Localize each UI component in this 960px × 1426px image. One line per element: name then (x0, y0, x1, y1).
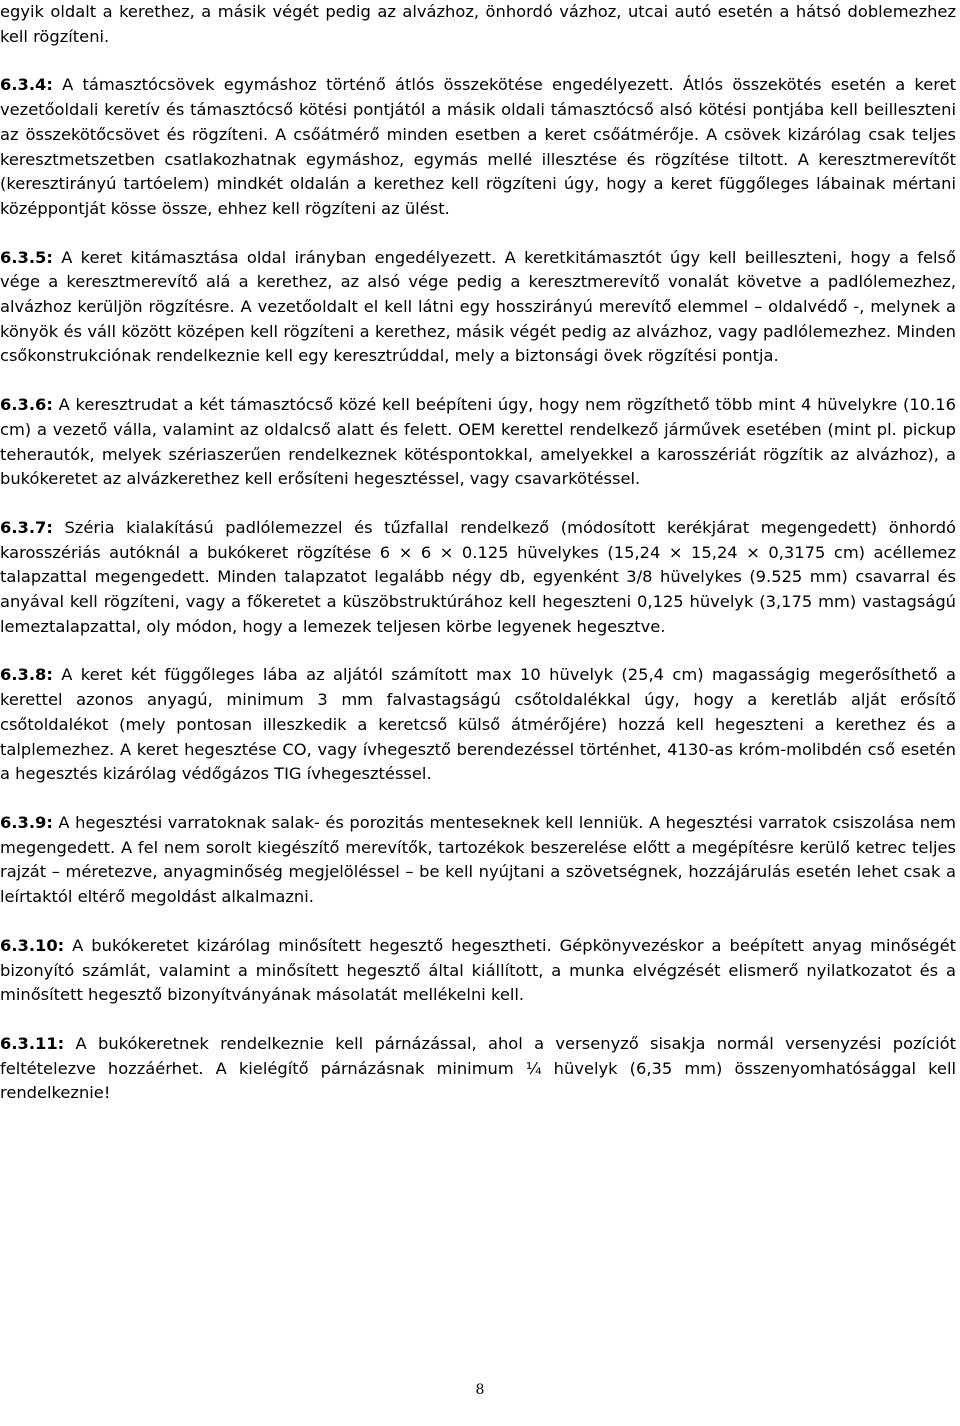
section-text: Széria kialakítású padlólemezzel és tűzfallal rendelkező (módosított kerékjárat megengedett) önhordó karosszériás autóknál a bukókeret rögzítése 6 × 6 × 0.125 hüvelykes (15,24 × 15,24 × 0,3175 cm) acéllemez talapzattal megengedett. Minden talapzatot legalább négy db, egyenként 3/8 hüvelykes (9.525 mm) csavarral és anyával kell rögzíteni, vagy a főkeretet a küszöbstruktúrához kell hegeszteni 0,125 hüvelyk (3,175 mm) vastagságú lemeztalapzattal, oly módon, hogy a lemezek teljesen körbe legyenek hegesztve. (0, 517, 956, 636)
section-gap (0, 492, 956, 516)
section-6-3-8 (0, 663, 956, 787)
section-gap (0, 639, 956, 663)
section-6-3-11 (0, 1032, 956, 1106)
section-text: A keresztrudat a két támasztócső közé kell beépíteni úgy, hogy nem rögzíthető több mint 4 hüvelykre (10.16 cm) a vezető válla, valamint az oldalcső alatt és felett. OEM kerettel rendelkező járművek esetében (mint pl. pickup teherautók, melyek szériaszerűen rendelkeznek kötéspontokkal, amelyekkel a karosszériát rögzítik az alvázhoz), a bukókeretet az alvázkerethez kell erősíteni hegesztéssel, vagy csavarkötéssel. (0, 395, 956, 489)
section-number: 6.3.7: (0, 517, 53, 537)
section-number: 6.3.8: (0, 665, 53, 685)
section-gap (0, 49, 956, 73)
section-number: 6.3.9: (0, 812, 53, 832)
section-6-3-10 (0, 934, 956, 1008)
section-gap (0, 222, 956, 246)
section-number: 6.3.6: (0, 395, 53, 415)
section-text: A bukókeretet kizárólag minősített hegesztő hegesztheti. Gépkönyvezéskor a beépített anyag minőségét bizonyító számlát, valamint a minősített hegesztő által kiállított, a munka elvégzését elismerő nyilatkozatot és a minősített hegesztő bizonyítványának másolatát mellékelni kell. (0, 935, 956, 1005)
section-6-3-7 (0, 516, 956, 640)
section-6-3-6 (0, 393, 956, 492)
section-number: 6.3.5: (0, 247, 53, 267)
section-text: A bukókeretnek rendelkeznie kell párnázással, ahol a versenyző sisakja normál versenyzési pozíciót feltételezve hozzáérhet. A kielégítő párnázásnak minimum ¼ hüvelyk (6,35 mm) összenyomhatósággal kell rendelkeznie! (0, 1033, 956, 1103)
section-text: A hegesztési varratoknak salak- és porozitás menteseknek kell lenniük. A hegesztési varratok csiszolása nem megengedett. A fel nem sorolt kiegészítő merevítők, tartozékok beszerelése előtt a megépítésre kerülő ketrec teljes rajzát – méretezve, anyagminőség megjelöléssel – be kell nyújtani a szövetségnek, hozzájárulás esetén lehet csak a leírtaktól eltérő megoldást alkalmazni. (0, 812, 956, 907)
section-6-3-4 (0, 73, 956, 221)
section-gap (0, 787, 956, 811)
section-text: A keret kitámasztása oldal irányban engedélyezett. A keretkitámasztót úgy kell beilleszteni, hogy a felső vége a keresztmerevítő alá a kerethez, az alsó vége pedig a keresztmerevítő vonalát követve a padlólemezhez, alvázhoz kerüljön rögzítésre. A vezetőoldalt el kell látni egy hosszirányú merevítő elemmel – oldalvédő -, melynek a könyök és váll között középen kell rögzíteni a kerethez, másik végét pedig az alvázhoz, vagy padlólemezhez. Minden csőkonstrukciónak rendelkeznie kell egy keresztrúddal, mely a biztonsági övek rögzítési pontja. (0, 247, 956, 366)
intro-paragraph: egyik oldalt a kerethez, a másik végét pedig az alvázhoz, önhordó vázhoz, utcai autó esetén a hátsó doblemezhez kell rögzíteni. (0, 2, 956, 46)
section-text: A keret két függőleges lába az aljától számított max 10 hüvelyk (25,4 cm) magasságig megerősíthető a kerettel azonos anyagú, minimum 3 mm falvastagságú csőtoldalékkal úgy, hogy a keretláb alját erősítő csőtoldalékot (mely pontosan illeszkedik a keretcső külső átmérőjére) hozzá kell hegeszteni a kerethez és a talplemezhez. A keret hegesztése CO, vagy ívhegesztő berendezéssel történhet, 4130-as króm-molibdén cső esetén a hegesztés kizárólag védőgázos TIG ívhegesztéssel. (0, 665, 956, 784)
section-number: 6.3.4: (0, 75, 53, 95)
section-6-3-5 (0, 246, 956, 370)
section-gap (0, 1008, 956, 1032)
section-number: 6.3.11: (0, 1033, 65, 1053)
section-text: A támasztócsövek egymáshoz történő átlós összekötése engedélyezett. Átlós összekötés esetén a keret vezetőoldali keretív és támasztócső kötési pontjától a másik oldali támasztócső alsó kötési pontjába kell beilleszteni az összekötőcsövet és rögzíteni. A csőátmérő minden esetben a keret csőátmérője. A csövek kizárólag csak teljes keresztmetszetben csatlakozhatnak egymáshoz, egymás mellé illesztése és rögzítése tiltott. A keresztmerevítőt (keresztirányú tartóelem) mindkét oldalán a kerethez kell rögzíteni úgy, hogy a keret függőleges lábainak mértani középpontját kösse össze, ehhez kell rögzíteni az ülést. (0, 75, 956, 218)
section-gap (0, 910, 956, 934)
page-number: 8 (475, 1382, 485, 1398)
section-gap (0, 369, 956, 393)
section-6-3-9 (0, 811, 956, 910)
section-number: 6.3.10: (0, 935, 65, 955)
